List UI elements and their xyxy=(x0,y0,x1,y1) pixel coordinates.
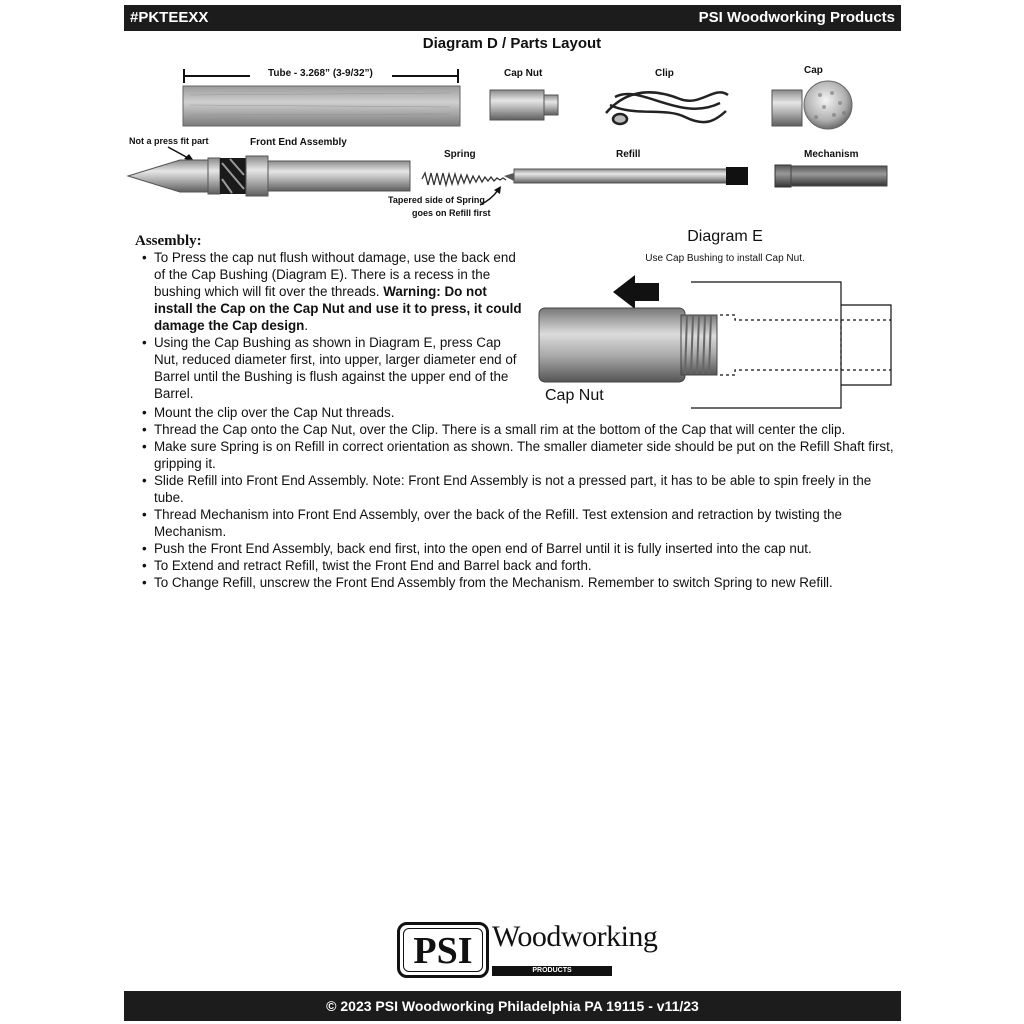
mechanism-label: Mechanism xyxy=(804,149,859,160)
products-logo-text: PRODUCTS xyxy=(492,966,612,976)
tube-label: Tube - 3.268” (3-9/32”) xyxy=(268,68,373,79)
header-bar xyxy=(124,5,901,31)
list-item: • To Extend and retract Refill, twist the Front End and Barrel back and forth. xyxy=(136,557,896,574)
assembly-heading: Assembly: xyxy=(135,233,202,249)
diagram-e-cap-nut-label: Cap Nut xyxy=(545,387,604,404)
refill-part xyxy=(504,167,748,185)
front-end-assembly-part xyxy=(128,156,410,196)
cap-bushing-outline xyxy=(691,282,891,408)
assembly-steps-lower xyxy=(136,404,896,591)
spring-label: Spring xyxy=(444,149,476,160)
tapered-note-line2: goes on Refill first xyxy=(412,208,491,218)
diagram-e-title: Diagram E xyxy=(687,228,763,245)
not-press-fit-label: Not a press fit part xyxy=(129,136,209,146)
list-item: • Thread Mechanism into Front End Assembly, over the back of the Refill. Test extension and retraction by twisting the Mechanism. xyxy=(136,506,896,540)
cap-nut-part xyxy=(490,90,558,120)
list-item: • Thread the Cap onto the Cap Nut, over the Clip. There is a small rim at the bottom of the Cap that will center the clip. xyxy=(136,421,896,438)
footer-text: © 2023 PSI Woodworking Philadelphia PA 19115 - v11/23 xyxy=(326,998,699,1014)
assembly-steps-upper xyxy=(136,249,526,402)
brand-name: PSI Woodworking Products xyxy=(698,9,895,26)
diagram-d-title: Diagram D / Parts Layout xyxy=(422,35,602,52)
list-item: • Push the Front End Assembly, back end first, into the open end of Barrel until it is fully inserted into the cap nut. xyxy=(136,540,896,557)
diagram-e-subtitle: Use Cap Bushing to install Cap Nut. xyxy=(645,253,805,264)
product-sku: #PKTEEXX xyxy=(130,9,209,26)
cap-label: Cap xyxy=(804,65,823,76)
spring-part xyxy=(422,173,506,185)
footer-bar xyxy=(124,991,901,1021)
list-item: • Mount the clip over the Cap Nut threads. xyxy=(136,404,896,421)
warning-text: Warning: Do not install the Cap on the Cap Nut and use it to press, it could damage the Cap design xyxy=(154,284,522,333)
list-item: • To Press the cap nut flush without damage, use the back end of the Cap Bushing (Diagram E). There is a recess in the bushing which will fit over the threads. Warning: Do not install the Cap on the Cap Nut and use it to press, it could damage the Cap design. xyxy=(136,249,526,334)
direction-arrow xyxy=(613,275,659,309)
list-item: • Make sure Spring is on Refill in correct orientation as shown. The smaller diameter side should be put on the Refill Shaft first, gripping it. xyxy=(136,438,896,472)
woodworking-logo-text: Woodworking xyxy=(492,920,658,953)
cap-part xyxy=(772,81,852,129)
psi-logo-box xyxy=(397,922,489,978)
list-item: • Slide Refill into Front End Assembly. Note: Front End Assembly is not a pressed part, it has to be able to spin freely in the tube. xyxy=(136,472,896,506)
refill-label: Refill xyxy=(616,149,641,160)
diagram-e-cap-nut xyxy=(539,308,717,382)
tapered-note-line1: Tapered side of Spring xyxy=(388,195,485,205)
parts-layout-diagram xyxy=(120,55,900,230)
clip-label: Clip xyxy=(655,68,674,79)
clip-part xyxy=(606,92,728,124)
list-item: • Using the Cap Bushing as shown in Diagram E, press Cap Nut, reduced diameter first, into upper, larger diameter end of Barrel until the Bushing is flush against the upper end of the Barrel. xyxy=(136,334,526,402)
list-item: • To Change Refill, unscrew the Front End Assembly from the Mechanism. Remember to switch Spring to new Refill. xyxy=(136,574,896,591)
front-end-assembly-label: Front End Assembly xyxy=(250,137,347,148)
mechanism-part xyxy=(775,165,887,187)
cap-nut-label: Cap Nut xyxy=(504,68,543,79)
psi-logo-text: PSI xyxy=(403,928,483,972)
